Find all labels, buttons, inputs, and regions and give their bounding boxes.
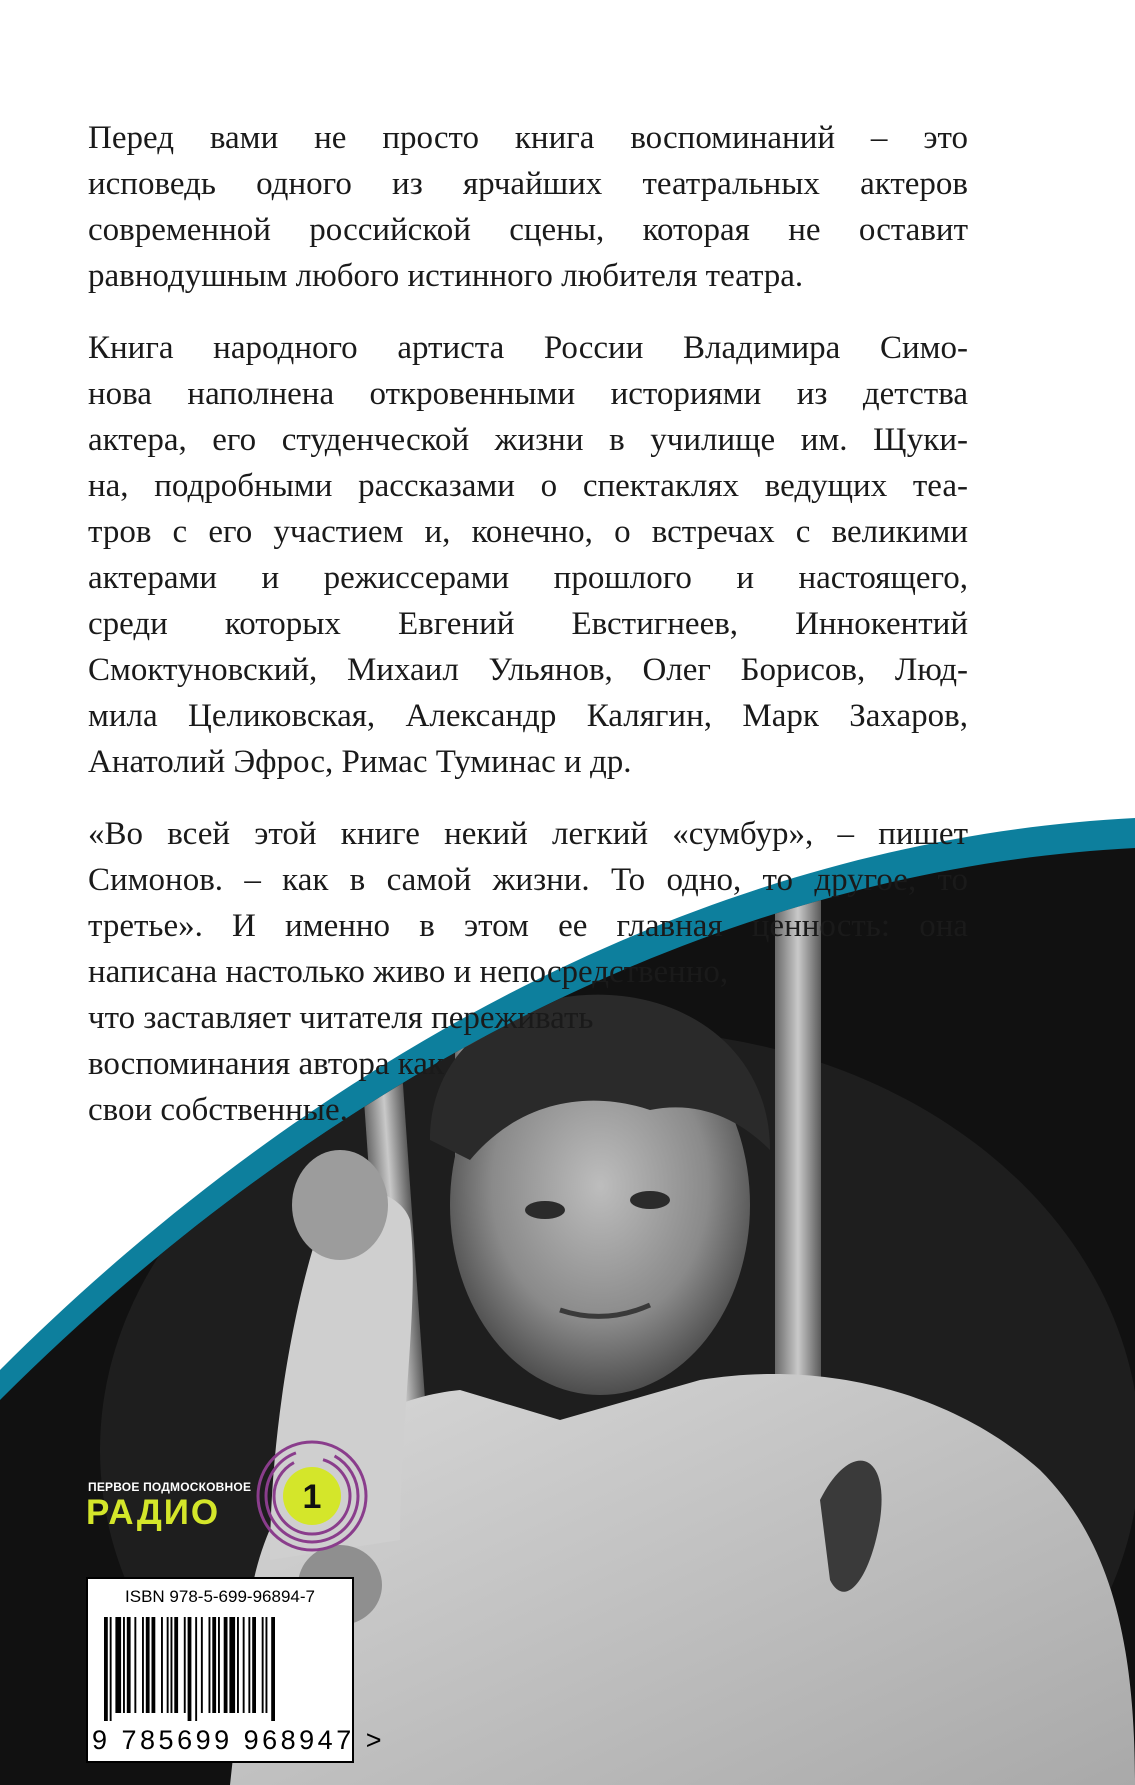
text-line: равнодушным любого истинного любителя театра. (88, 258, 804, 294)
barcode-bar (127, 1617, 131, 1713)
actor-hand (292, 1150, 388, 1260)
text-line: современной российской сцены, которая не оставит (88, 212, 968, 248)
barcode-bar (201, 1617, 203, 1713)
text-line: Перед вами не просто книга воспоминаний – это (88, 120, 968, 156)
annotation-paragraph-2 (88, 325, 968, 785)
barcode-bar (266, 1617, 268, 1713)
text-line: третье». И именно в этом ее главная ценность: она (88, 908, 968, 944)
radio-emblem-digit: 1 (302, 1478, 322, 1516)
radio-logo-small-text: ПЕРВОЕ ПОДМОСКОВНОЕ (88, 1480, 252, 1494)
barcode-bar (252, 1617, 256, 1713)
text-line: нова наполнена откровенными историями из детства (88, 376, 968, 412)
barcode-bar (195, 1617, 197, 1721)
barcode-bar (229, 1617, 235, 1713)
text-line: что заставляет читателя переживать (88, 1000, 594, 1036)
text-line: тров с его участием и, конечно, о встречах с великими (88, 514, 968, 550)
barcode-bar (161, 1617, 163, 1713)
text-line: исповедь одного из ярчайших театральных актеров (88, 166, 968, 202)
barcode-bar (224, 1617, 228, 1713)
annotation-paragraph-1 (88, 115, 968, 299)
isbn-barcode (86, 1577, 385, 1763)
text-line: актера, его студенческой жизни в училище им. Щуки- (88, 422, 968, 458)
barcode-bar (152, 1617, 156, 1713)
text-line: Книга народного артиста России Владимира Симо- (88, 330, 968, 366)
barcode-bars (102, 1617, 338, 1721)
barcode-bar (123, 1617, 125, 1713)
barcode-bar (243, 1617, 245, 1713)
annotation-text (88, 115, 968, 1159)
text-line: «Во всей этой книге некий легкий «сумбур», – пишет (88, 816, 968, 852)
barcode-bar (110, 1617, 112, 1721)
barcode-bar (167, 1617, 169, 1713)
barcode-bar (104, 1617, 108, 1721)
barcode-bar (174, 1617, 178, 1713)
barcode-bar (209, 1617, 211, 1713)
text-line: написана настолько живо и непосредственно, (88, 954, 729, 990)
barcode-bar (262, 1617, 264, 1713)
radio-station-emblem-icon (254, 1438, 370, 1554)
barcode-bar (142, 1617, 144, 1713)
barcode-bar (134, 1617, 136, 1713)
barcode-bar (188, 1617, 192, 1721)
isbn-label: ISBN 978-5-699-96894-7 (125, 1587, 315, 1606)
radio-logo (84, 1438, 374, 1558)
annotation-paragraph-3 (88, 811, 968, 1133)
barcode-bar (171, 1617, 173, 1713)
text-line: среди которых Евгений Евстигнеев, Иннокентий (88, 606, 968, 642)
barcode-bar (184, 1617, 186, 1713)
barcode-bar (146, 1617, 150, 1713)
barcode-bar (115, 1617, 121, 1713)
text-line: на, подробными рассказами о спектаклях ведущих теа- (88, 468, 968, 504)
text-line: Симонов. – как в самой жизни. То одно, то другое, то (88, 862, 968, 898)
text-line: актерами и режиссерами прошлого и настоящего, (88, 560, 968, 596)
barcode-bar (237, 1617, 239, 1713)
text-line: воспоминания автора как (88, 1046, 444, 1082)
barcode-bar (212, 1617, 216, 1713)
barcode-bar (248, 1617, 250, 1713)
barcode-bar (218, 1617, 220, 1713)
text-line: свои собственные. (88, 1092, 348, 1128)
radio-logo-big-text: РАДИО (86, 1493, 221, 1532)
text-line: мила Целиковская, Александр Калягин, Марк Захаров, (88, 698, 968, 734)
text-line: Смоктуновский, Михаил Ульянов, Олег Борисов, Люд- (88, 652, 968, 688)
ean-digits: 9 785699 968947 > (92, 1725, 385, 1755)
barcode-bar (271, 1617, 275, 1721)
text-line: Анатолий Эфрос, Римас Туминас и др. (88, 744, 632, 780)
